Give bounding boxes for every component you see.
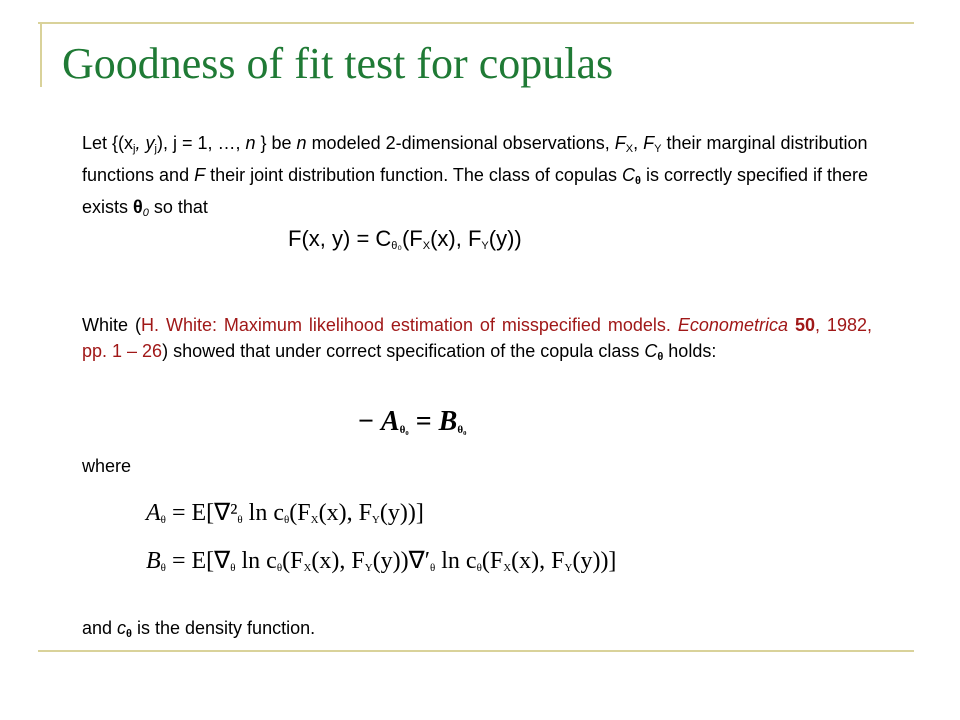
b-theta-equation: $B_\theta = E[\nabla_\theta$ $\ln c_\theta(F_X(x)$, $F_Y(y))\nabla'_\theta$ $\ln c_\theta(F_X(x)$, $F_Y(y)$)] bbox=[146, 548, 617, 574]
white-paragraph: White (H. White: Maximum likelihood estimation of misspecified models. Econometrica 50, 1982, pp. 1 – 26) showed that under correct specification of the copula class $C_\theta$ holds: bbox=[82, 315, 872, 363]
white-reference: H. White: Maximum likelihood estimation of misspecified models. bbox=[140, 315, 671, 335]
slide-title: Goodness of fit test for copulas bbox=[62, 39, 614, 88]
copula-equation: F(x, $y) = C_{\theta_0}(F_X(x)$, $F_Y(y)$) bbox=[288, 226, 522, 252]
information-equality: − $A_{\theta_0} = B_{\theta_0}$ bbox=[358, 406, 467, 437]
a-theta-equation: $A_\theta = E[\nabla^2_\theta$ $\ln c_\theta(F_X(x)$, $F_Y(y)$)] bbox=[146, 500, 424, 526]
bottom-rule bbox=[38, 650, 914, 652]
where-label: where bbox=[82, 456, 132, 476]
intro-paragraph: Let {($x_j$, $y_j$), j = 1, …, n } be n modeled 2-dimensional observations, $F_X$, $F_Y$ their marginal distribution functions and F their joint distribution function. The class of copulas $C_\theta$ is correctly specified if there exists $\theta_0$ so that bbox=[82, 133, 869, 219]
top-rule bbox=[38, 22, 914, 24]
left-rule bbox=[40, 22, 42, 87]
closing-sentence: and $c_\theta$ is the density function. bbox=[82, 618, 316, 640]
